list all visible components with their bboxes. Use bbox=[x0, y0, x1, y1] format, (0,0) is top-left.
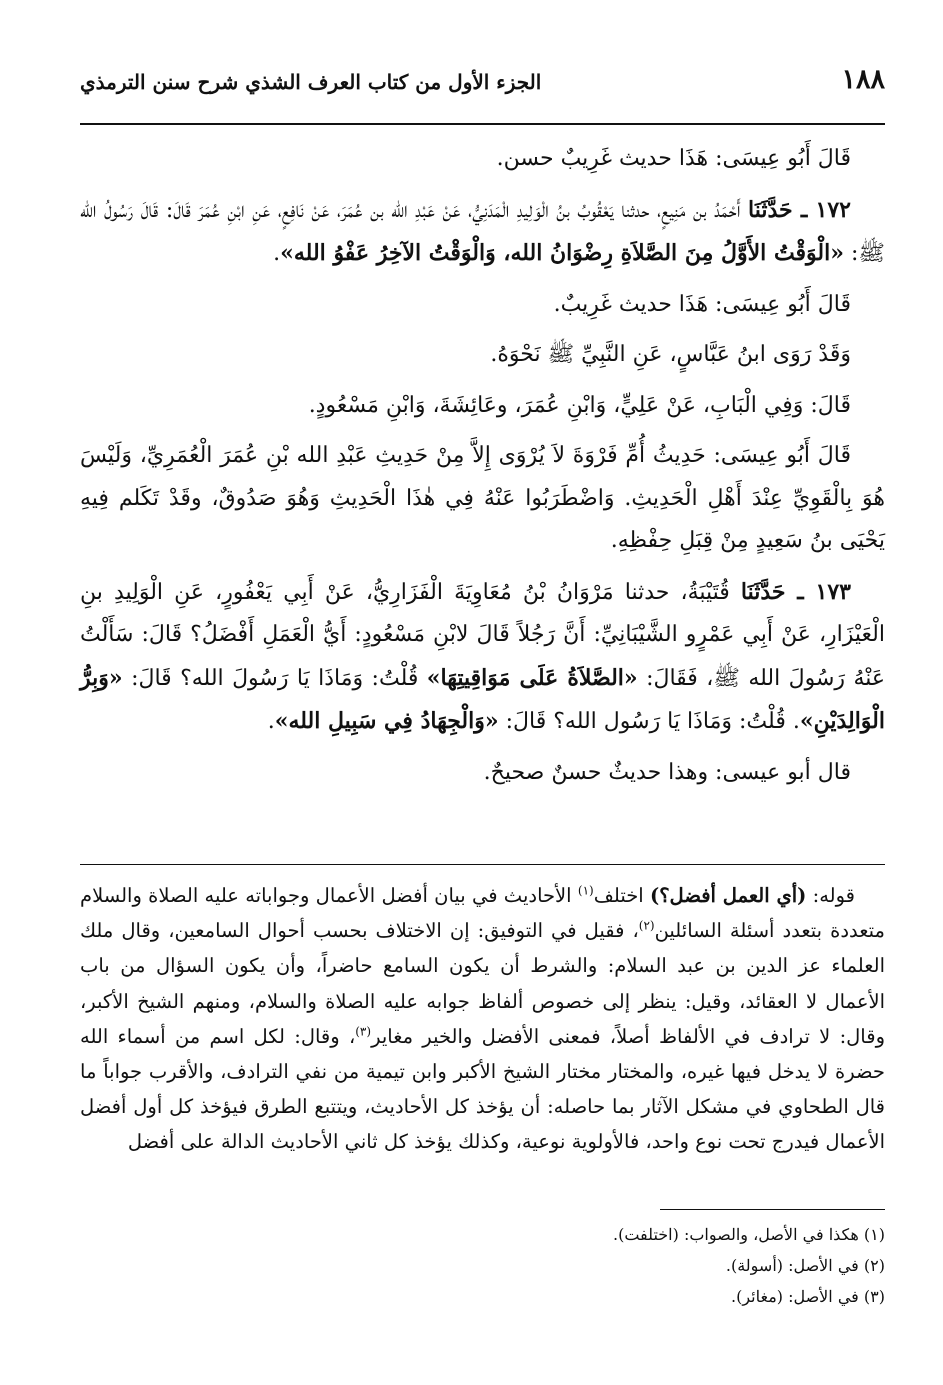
paragraph-6: قَالَ أَبُو عِيسَى: حَدِيثُ أُمِّ فَرْوَةَ لاَ يُرْوَى إِلاَّ مِنْ حَدِيثِ عَبْدِ الله بْنِ عُمَرَ الْعُمَرِيِّ، وَلَيْسَ هُوَ بِالْقَوِيِّ عِنْدَ أَهْلِ الْحَدِيثِ. وَاضْطَرَبُوا عَنْهُ فِي هٰذَا الْحَدِيثِ وَهُوَ صَدُوقٌ، وقَدْ تَكَلم فِيهِ يَحْيَى بنُ سَعِيدٍ مِنْ قِبَلِ حِفْظِهِ. bbox=[80, 443, 885, 553]
footnote-ref-2[interactable]: (٢) bbox=[638, 918, 655, 933]
main-text bbox=[80, 138, 885, 802]
hadith-number-172: ١٧٢ ـ حَدَّثَنَا bbox=[748, 196, 851, 223]
footnote-ref-3[interactable]: (٣) bbox=[355, 1024, 372, 1039]
hadith-172-matn: «الْوَقْتُ الأَوَّلُ مِنَ الصَّلاَةِ رِضْوَانُ الله، وَالْوَقْتُ الآخِرُ عَفْوُ الله» bbox=[280, 240, 844, 266]
hadith-173-answer-3: «وَالْجِهَادُ فِي سَبِيلِ الله» bbox=[274, 708, 499, 734]
commentary-text-4: ، وقال: لكل اسم من أسماء الله حضرة لا يدخل فيها غيره، والمختار مختار الشيخ الأكبر وابن تيمية من نفي الترادف، والأقرب جواباً ما قال الطحاوي في مشكل الآثار بما حاصله: أن يؤخذ كل الأحاديث، ويتتبع الطرق فيؤخذ كل أول أفضل الأعمال فيدرج تحت نوع واحد، فالأولوية نوعية، وكذلك يؤخذ كل ثاني الأحاديث الدالة على أفضل bbox=[80, 1024, 885, 1154]
hadith-173 bbox=[80, 571, 885, 744]
paragraph-1: قَالَ أَبُو عِيسَى: هَذَا حديث غَرِيبٌ حسن. bbox=[496, 146, 851, 171]
commentary-text bbox=[80, 878, 885, 1160]
footnote-divider bbox=[660, 1209, 885, 1210]
hadith-172-end: . bbox=[273, 241, 281, 266]
paragraph-8: قال أبو عيسى: وهذا حديثٌ حسنٌ صحيحٌ. bbox=[483, 759, 851, 785]
paragraph-3: قَالَ أَبُو عِيسَى: هَذَا حديث غَرِيبٌ. bbox=[553, 291, 851, 317]
hadith-number-173: ١٧٣ ـ حَدَّثَنَا bbox=[740, 578, 851, 605]
commentary-divider bbox=[80, 864, 885, 865]
footnote-3: (٣) في الأصل: (مغائر). bbox=[730, 1287, 885, 1306]
page-header bbox=[80, 62, 885, 102]
hadith-173-chain: قُتَيْبَةُ، حدثنا مَرْوَانُ بْنُ مُعَاوِيَةَ الْفَزَارِيُّ، عَنْ أَبِي يَعْفُورٍ، عَنِ الْوَلِيدِ بنِ الْعَيْزَارِ، عَنْ أَبِي عَمْرٍو الشَّيْبَانِيِّ: أَنَّ رَجُلاً قَالَ لابْنِ مَسْعُودٍ: أَيُّ الْعَمَلِ أَفْضَلُ؟ قَالَ: سَأَلْتُ عَنْهُ رَسُولَ الله ﷺ، فَقَالَ: bbox=[80, 579, 886, 691]
footnotes bbox=[80, 1219, 885, 1312]
paragraph-5: قَالَ: وَفِي الْبَابِ، عَنْ عَلِيٍّ، وَابْنِ عُمَرَ، وعَائِشَةَ، وَابْنِ مَسْعُودٍ. bbox=[308, 392, 851, 418]
hadith-173-question-2: قُلْتُ: وَمَاذَا يَا رَسُولَ الله؟ قَالَ: bbox=[131, 665, 419, 691]
commentary-lead: قوله: bbox=[812, 884, 856, 907]
hadith-172 bbox=[80, 189, 885, 276]
hadith-173-end: . bbox=[267, 709, 275, 734]
commentary-quote: (أي العمل أفضل؟) bbox=[649, 884, 807, 907]
running-title: الجزء الأول من كتاب العرف الشذي شرح سنن الترمذي bbox=[80, 70, 542, 94]
hadith-172-chain: أَحْمَدُ بن مَنِيعٍ، حدثنا يَعْقُوبُ بنُ الْوَلِيدِ الْمَدَنِيُّ، عَنْ عَبْدِ الله بن عُمَرَ، عَنْ نَافِعٍ، عَنِ ابْنِ عُمَرَ قَالَ: قَالَ رَسُولُ الله ﷺ: bbox=[80, 197, 885, 266]
commentary-text-1: اختلف bbox=[593, 884, 644, 907]
hadith-173-answer-2: «وَبِرُّ الْوَالِدَيْنِ» bbox=[80, 664, 885, 734]
commentary-text-3: ، فقيل في التوفيق: إن الاختلاف بحسب أحوال السامعين، وقال ملك العلماء عز الدين بن عبد السلام: والشرط أن يكون السامع حاضراً، وأن يكون السؤال من باب الأعمال لا العقائد، وقيل: ينظر إلى خصوص ألفاظ جوابه عليه الصلاة والسلام، ومنهم الشيخ الأكبر، وقال: لا ترادف في الألفاظ أصلاً، فمعنى الأفضل والخير مغاير bbox=[80, 919, 885, 1048]
footnote-2: (٢) في الأصل: (أسولة). bbox=[725, 1256, 885, 1275]
footnote-ref-1[interactable]: (١) bbox=[577, 883, 594, 898]
paragraph-4: وَقَدْ رَوَى ابنُ عَبَّاسٍ، عَنِ النَّبِيِّ ﷺ نَحْوَهُ. bbox=[490, 342, 851, 367]
header-divider bbox=[80, 123, 885, 125]
footnote-1: (١) هكذا في الأصل، والصواب: (اختلفت). bbox=[613, 1225, 885, 1244]
commentary-text-2: الأحاديث في بيان أفضل الأعمال وجواباته عليه الصلاة والسلام متعددة بتعدد أسئلة السائلين bbox=[80, 884, 885, 943]
page-number: ١٨٨ bbox=[841, 64, 885, 95]
hadith-173-answer-1: «الصَّلاَةُ عَلَى مَوَاقِيتِهَا» bbox=[426, 664, 638, 691]
hadith-173-question-3: . قُلْتُ: وَمَاذَا يَا رَسُول الله؟ قَالَ: bbox=[505, 709, 800, 734]
